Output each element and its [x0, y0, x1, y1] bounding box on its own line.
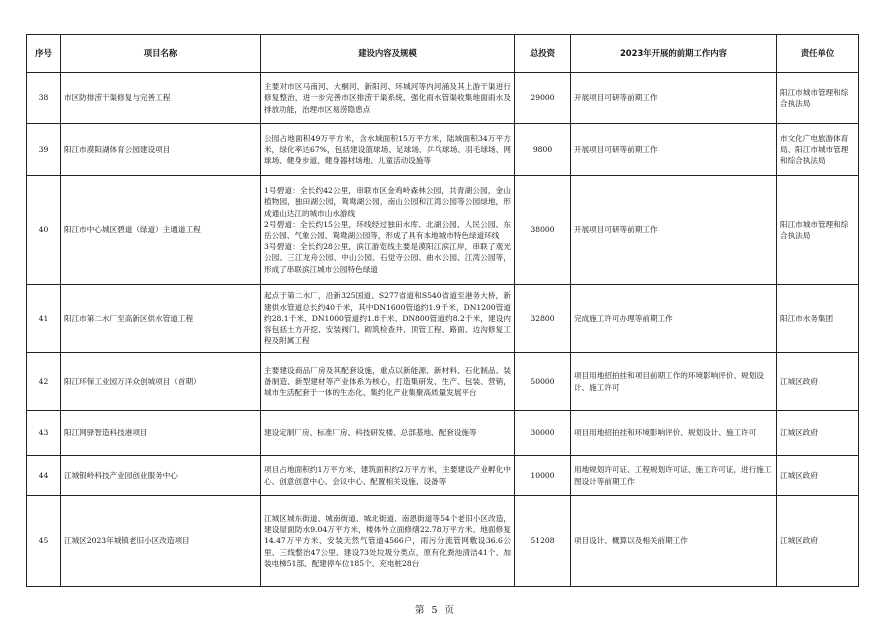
row-name: 阳江网驿智造科技港项目 — [61, 411, 261, 456]
row-investment: 30000 — [515, 411, 571, 456]
row-content: 主要对市区马南河、大桐河、新阳河、环城河等内河涌及其上游干渠进行修复整治，进一步完善市区排涝干渠系统，强化雨水管渠收集地面雨水及排放功能，治理市区易涝隐患点 — [261, 73, 515, 124]
row-content: 建设定制厂房、标准厂房、科技研发楼、总部基地、配套设施等 — [261, 411, 515, 456]
page-number: 第 5 页 — [414, 605, 457, 616]
table-row — [27, 176, 859, 285]
table-row — [27, 73, 859, 124]
row-unit: 阳江市水务集团 — [777, 285, 859, 353]
row-work: 开展项目可研等前期工作 — [571, 73, 777, 124]
row-investment: 32800 — [515, 285, 571, 353]
row-work: 开展项目可研等前期工作 — [571, 176, 777, 285]
row-work: 用地规划许可证、工程规划许可证、施工许可证，进行施工图设计等前期工作 — [571, 456, 777, 496]
row-content: 主要建设商品厂房及其配套设施，重点以新能源、新材料、石化制品、装备制造、新型建材等产业体系为核心，打造集研发、生产、包装、营销，城市生活配套于一体的生态化、集约化产业集聚高质量发展平台 — [261, 353, 515, 411]
row-unit: 江城区政府 — [777, 411, 859, 456]
row-no: 40 — [27, 176, 61, 285]
header-work: 2023年开展的前期工作内容 — [571, 35, 777, 73]
table-row — [27, 411, 859, 456]
row-work: 开展项目可研等前期工作 — [571, 124, 777, 176]
row-work: 项目用地招拍挂和环境影响评价、规划设计、施工许可 — [571, 411, 777, 456]
row-content: 江城区城东街道、城南街道、城北街道、南恩街道等54个老旧小区改造，建设屋面防水9.04万平方米，楼体外立面修缮22.78万平方米、地面修复14.47万平方米、安装天然气管道4566户，雨污分流管网敷设36.6公里、三线整治47公里、建设73处垃圾分类点，原有化粪池清洁41个、加装电梯51部、配建停车位185个、充电桩28台 — [261, 496, 515, 587]
row-investment: 38000 — [515, 176, 571, 285]
row-content: 项目占地面积约1万平方米，建筑面积约2万平方米，主要建设产业孵化中心、创意创意中心、会议中心、配置相关设施、设备等 — [261, 456, 515, 496]
row-name: 阳江市中心城区碧道（绿道）主通道工程 — [61, 176, 261, 285]
row-unit: 江城区政府 — [777, 353, 859, 411]
header-name: 项目名称 — [61, 35, 261, 73]
project-table — [26, 34, 859, 587]
table-header-row — [27, 35, 859, 73]
row-unit: 市文化广电旅游体育局、阳江市城市管理和综合执法局 — [777, 124, 859, 176]
header-investment: 总投资 — [515, 35, 571, 73]
row-unit: 阳江市城市管理和综合执法局 — [777, 73, 859, 124]
row-work: 完成施工许可办理等前期工作 — [571, 285, 777, 353]
table-row — [27, 124, 859, 176]
row-content: 起点于第二水厂，沿新325国道、S277省道和S540省道至港务大桥，新建供水管道总长约40千米，其中DN1600管道约1.9千米，DN1200管道约28.1千米、DN1000管道约1.8千米、DN800管道约8.2千米，建设内容包括土方开挖、安装阀门、砌筑检查井、顶管工程、路面、边沟修复工程及附属工程 — [261, 285, 515, 353]
row-investment: 10000 — [515, 456, 571, 496]
row-unit: 阳江市城市管理和综合执法局 — [777, 176, 859, 285]
row-no: 41 — [27, 285, 61, 353]
row-content: 1号碧道：全长约42公里，串联市区金鸡岭森林公园，共青湖公园，金山植物园，独田湖公园，鸳鸯湖公园，南山公园和江湾公园等公园绿地，形成通山达江的城市山水游线 2号碧道：全长约15公里，环线经过独田水库、北湖公园、人民公园、东岳公园、气象公园、鸳鸯湖公园等，形成了具有本地城市特色绿道环线 3号碧道：全长约28公里，滨江游览线主要是漠阳江滨江岸，串联了观光公园、三江龙舟公园、中山公园、石觉寺公园、曲水公园、江湾公园等，形成了串联滨江城市公园特色绿道 — [261, 176, 515, 285]
row-name: 阳江市漠阳湖体育公园建设项目 — [61, 124, 261, 176]
row-no: 45 — [27, 496, 61, 587]
row-no: 42 — [27, 353, 61, 411]
row-work: 项目设计、概算以及相关前期工作 — [571, 496, 777, 587]
header-unit: 责任单位 — [777, 35, 859, 73]
row-name: 市区防排涝干渠修复与完善工程 — [61, 73, 261, 124]
row-name: 江城银岭科技产业园创业服务中心 — [61, 456, 261, 496]
table-row — [27, 496, 859, 587]
row-no: 38 — [27, 73, 61, 124]
row-investment: 50000 — [515, 353, 571, 411]
row-investment: 51208 — [515, 496, 571, 587]
row-no: 43 — [27, 411, 61, 456]
row-content: 公园占地面积49万平方米，含水域面积15万平方米，陆域面积34万平方米，绿化率达67%，包括建设篮球场、足球场、乒乓球场、羽毛球场、网球场、健身步道、健身器材场地、儿童活动设施等 — [261, 124, 515, 176]
row-name: 阳江环保工业园万洋众创城项目（首期） — [61, 353, 261, 411]
row-no: 39 — [27, 124, 61, 176]
table-row — [27, 456, 859, 496]
row-name: 江城区2023年城镇老旧小区改造项目 — [61, 496, 261, 587]
row-no: 44 — [27, 456, 61, 496]
table-row — [27, 285, 859, 353]
header-no: 序号 — [27, 35, 61, 73]
row-investment: 29000 — [515, 73, 571, 124]
header-content: 建设内容及规模 — [261, 35, 515, 73]
row-work: 项目用地招拍挂和项目前期工作的环境影响评价、规划设计、施工许可 — [571, 353, 777, 411]
table-row — [27, 353, 859, 411]
row-name: 阳江市第二水厂至高新区供水管道工程 — [61, 285, 261, 353]
row-investment: 9800 — [515, 124, 571, 176]
row-unit: 江城区政府 — [777, 456, 859, 496]
row-unit: 江城区政府 — [777, 496, 859, 587]
